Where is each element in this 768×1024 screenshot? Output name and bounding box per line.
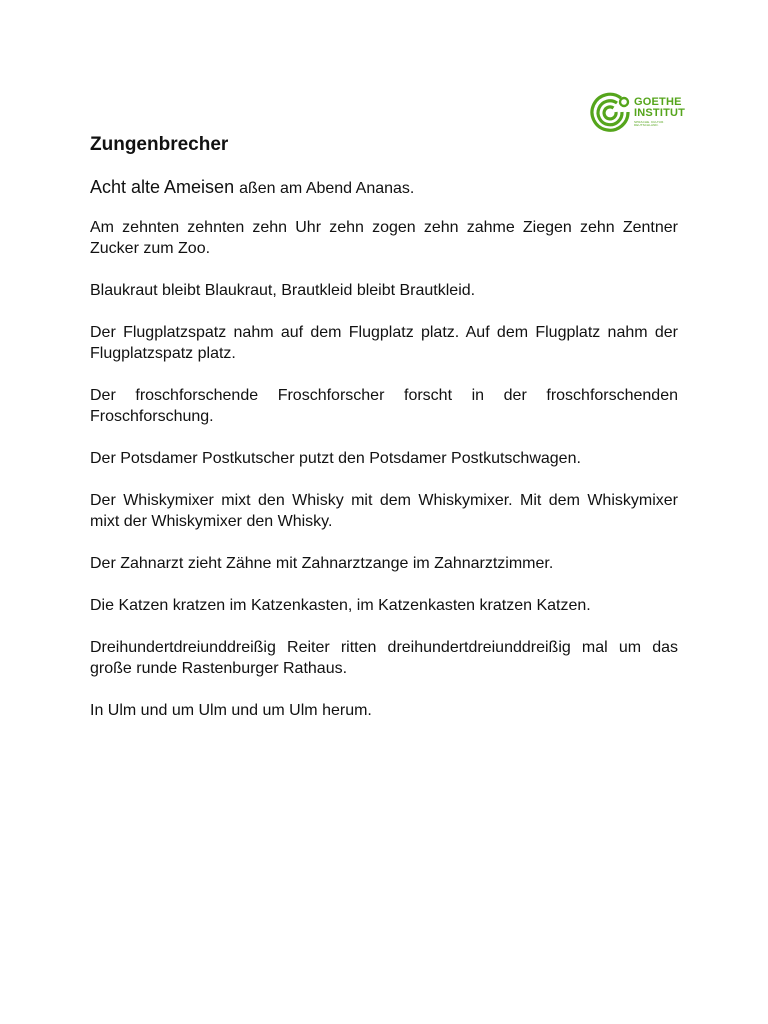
logo-line-institut: INSTITUT bbox=[634, 107, 686, 119]
document-content bbox=[90, 132, 678, 742]
logo-text bbox=[634, 97, 688, 127]
paragraph: Blaukraut bleibt Blaukraut, Brautkleid bleibt Brautkleid. bbox=[90, 282, 476, 299]
paragraph: Der Whiskymixer mixt den Whisky mit dem Whiskymixer. Mit dem Whiskymixer mixt der Whiskymixer den Whisky. bbox=[90, 492, 678, 530]
goethe-institut-logo bbox=[588, 90, 688, 134]
paragraph: Der Potsdamer Postkutscher putzt den Potsdamer Postkutschwagen. bbox=[90, 450, 581, 467]
paragraph: Dreihundertdreiunddreißig Reiter ritten dreihundertdreiunddreißig mal um das große runde Rastenburger Rathaus. bbox=[90, 639, 678, 677]
first-line-large-text: Acht alte Ameisen bbox=[90, 177, 235, 197]
first-line-small-text: aßen am Abend Ananas. bbox=[239, 180, 415, 197]
paragraph: Der froschforschende Froschforscher forscht in der froschforschenden Froschforschung. bbox=[90, 387, 678, 425]
goethe-logo-icon bbox=[588, 90, 632, 134]
logo-tagline: SPRACHE. KULTUR. DEUTSCHLAND. bbox=[634, 120, 665, 127]
paragraph: Der Zahnarzt zieht Zähne mit Zahnarztzange im Zahnarztzimmer. bbox=[90, 555, 554, 572]
page-title: Zungenbrecher bbox=[90, 134, 229, 155]
paragraph-acht-alte-ameisen bbox=[90, 175, 678, 201]
paragraph: Die Katzen kratzen im Katzenkasten, im Katzenkasten kratzen Katzen. bbox=[90, 597, 591, 614]
paragraph: Der Flugplatzspatz nahm auf dem Flugplatz platz. Auf dem Flugplatz nahm der Flugplatzspatz platz. bbox=[90, 324, 678, 362]
paragraph: In Ulm und um Ulm und um Ulm herum. bbox=[90, 702, 372, 719]
paragraph: Am zehnten zehnten zehn Uhr zehn zogen zehn zahme Ziegen zehn Zentner Zucker zum Zoo. bbox=[90, 219, 678, 257]
logo-line-goethe: GOETHE bbox=[634, 96, 682, 108]
